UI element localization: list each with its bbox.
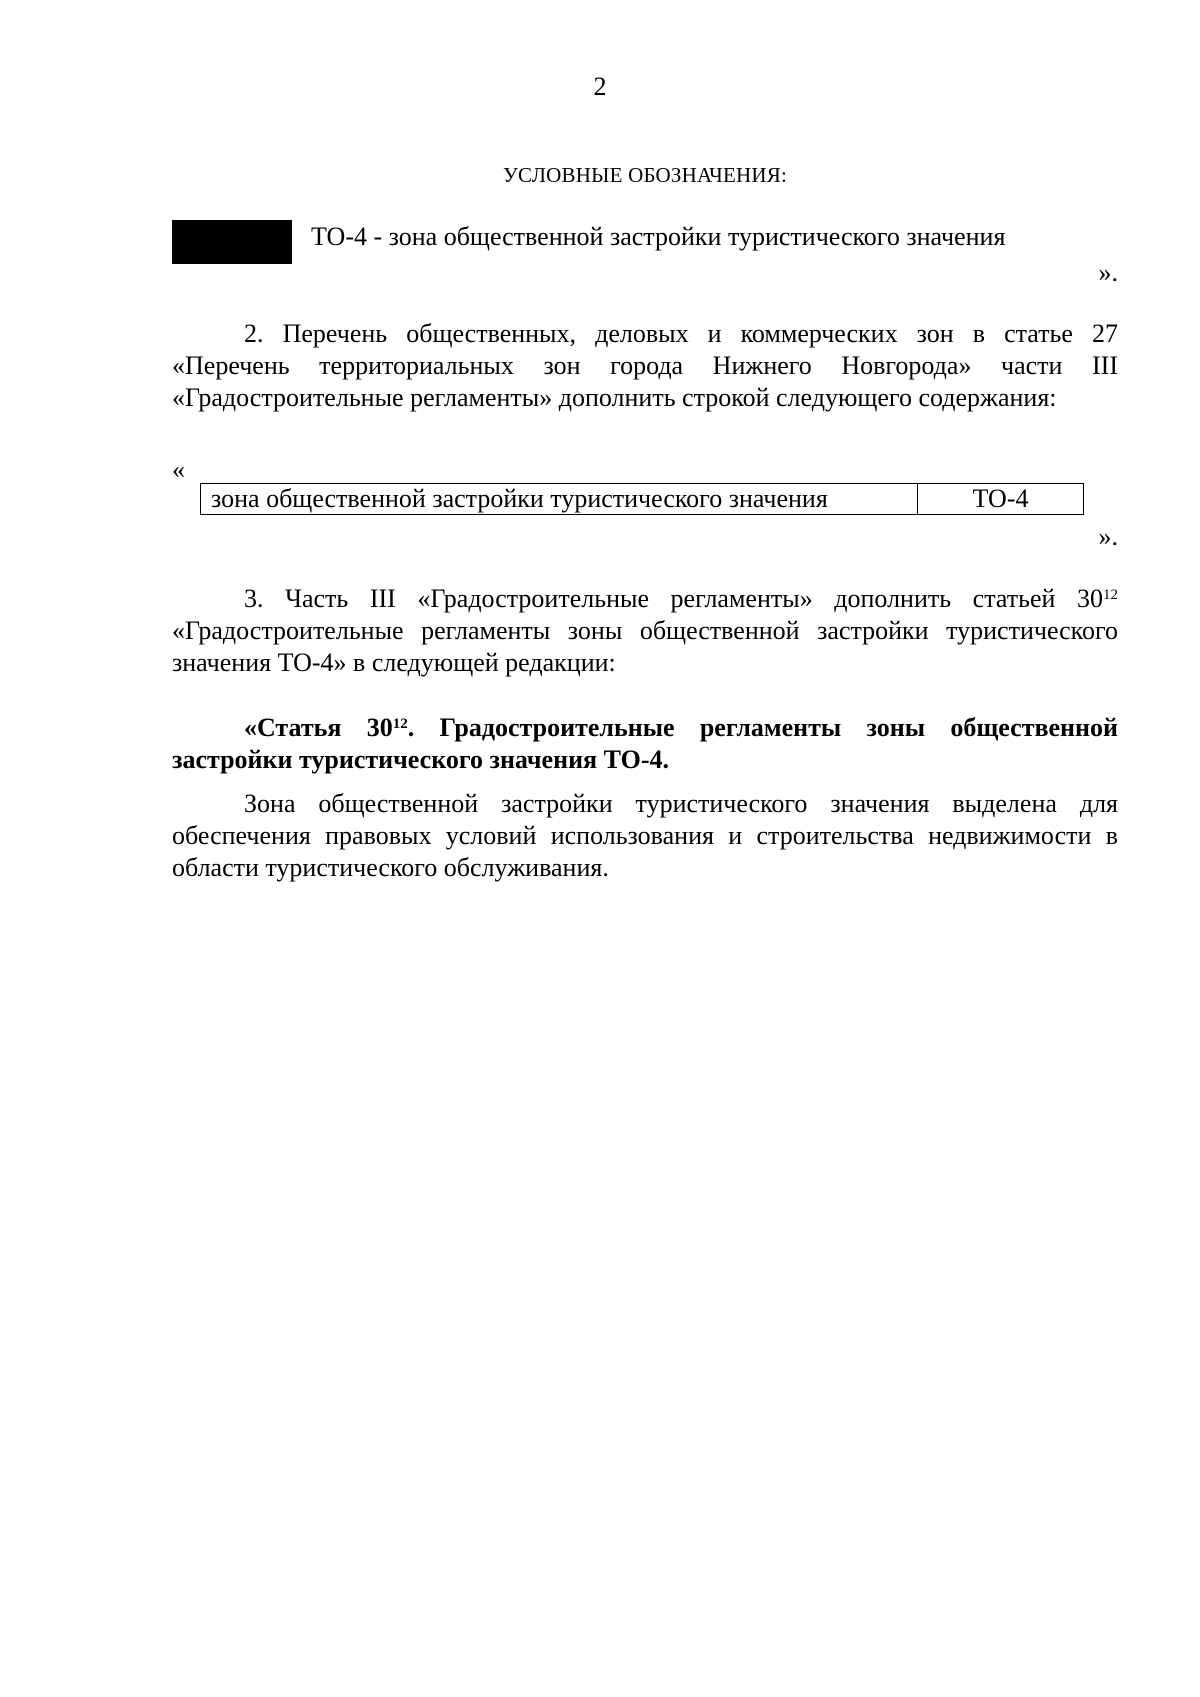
article-body-text: Зона общественной застройки туристического значения выделена для обеспечения правовых условий использования и строительства недвижимости в области туристического обслуживания. bbox=[172, 789, 1118, 882]
article-body bbox=[172, 788, 1118, 884]
paragraph-2-text: 2. Перечень общественных, деловых и коммерческих зон в статье 27 «Перечень территориальных зон города Нижнего Новгорода» части III «Градостроительные регламенты» дополнить строкой следующего содержания: bbox=[172, 319, 1118, 412]
paragraph-3-text-b: «Градостроительные регламенты зоны общественной застройки туристического значения ТО-4» в следующей редакции: bbox=[172, 616, 1118, 677]
table-open-quote: « bbox=[172, 455, 185, 484]
table-row bbox=[201, 484, 1084, 515]
zone-code-cell: ТО-4 bbox=[918, 484, 1084, 515]
article-heading bbox=[172, 712, 1118, 776]
table-close-quote: ». bbox=[1098, 522, 1118, 551]
legend-swatch bbox=[172, 220, 292, 264]
article-heading-b: . Градостроительные регламенты зоны общественной застройки туристического значения ТО-4. bbox=[172, 713, 1118, 774]
paragraph-3-sup: 12 bbox=[1103, 587, 1118, 603]
zone-name-cell: зона общественной застройки туристического значения bbox=[201, 484, 918, 515]
paragraph-2 bbox=[172, 318, 1118, 414]
zone-table bbox=[200, 483, 1084, 515]
legend-item-text: ТО-4 - зона общественной застройки туристического значения bbox=[311, 222, 1006, 251]
paragraph-3 bbox=[172, 583, 1118, 679]
paragraph-3-text-a: 3. Часть III «Градостроительные регламенты» дополнить статьей 30 bbox=[244, 584, 1103, 613]
legend-close-quote: ». bbox=[1098, 258, 1118, 287]
article-heading-a: «Статья 30 bbox=[244, 713, 393, 742]
legend-title: УСЛОВНЫЕ ОБОЗНАЧЕНИЯ: bbox=[502, 163, 788, 187]
page-number: 2 bbox=[593, 72, 607, 101]
article-heading-sup: 12 bbox=[392, 716, 408, 732]
